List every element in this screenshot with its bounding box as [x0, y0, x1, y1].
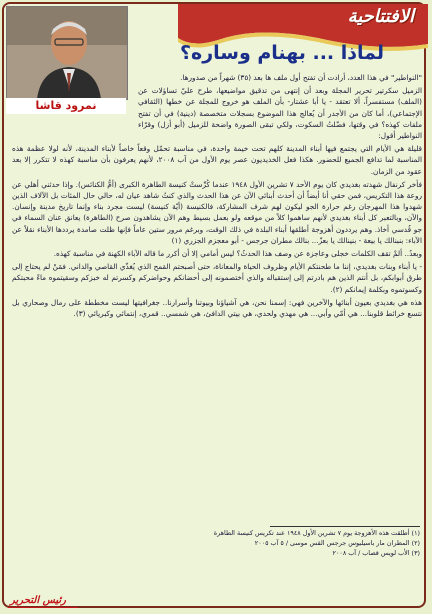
paragraph: الزميل سكرتير تحرير المجلة وبعد أن إنتهى من تدقيق مواضيعها، طرح عليّ تساؤلات عن (الملف) مستفسراً، ألا تعتقد - يا أبا عشتار- بأن الملف هو خروج للمجلة عن خطها (الثقافي الإجتماعي)، أما كان من الأجدر أن يُعالج هذا الموضوع بسجلات متخصصة (دينية) في أن تفتح ملفات كهذه؟ في وقتها، فضّلتُ السكوت، ولكي تبقى الصورة واضحة للزميل (أبو أزل) وقرّاء النواطير أقول: — [138, 86, 422, 141]
paragraph: قليلة هي الأيام التي يجتمع فيها أبناء المدينة كلهم تحت خيمة واحدة، في مناسبة تحمّل وقعاً خاصاً لأبناء المدينة، لأنه لولا عظمة هذه المناسبة لما تدافع الجميع للحضور. هكذا فعل الخديديون عصر يوم الأول من آب ٢٠٠٨، لأنهم يعرفون بأن مناسبة كهذه لا تتكرر إلا بعد عقود من الزمان. — [12, 144, 422, 176]
paragraph: - يا أبناء وبنات بغديدي، إننا ما طحنتكم الأيام وظروف الحياة والمعاناة، حتى أصبحتم القمح الذي يُغذّي القاصي والداني. فمَنْ لم يحتاج إلى طرق أبوابكم، بل أنتم الذين هم بادرتم إلى إستقباله والذي أختصمونه إلى أحضانكم وحواضركم وكسرتم له خبزكم وسقيتموه ماءً محبتكم وكسوتموه وبكلمة إيمانكم (٢). — [12, 262, 422, 294]
article-title: لماذا ... بهنام وساره؟ — [179, 42, 385, 64]
paragraph: وبعدُ.. ألمْ تقف الكلمات خجلى وعاجزة عن وصف هذا الحدثُ؟ ليس أمامي إلا أن أكرر ما قاله الآباء الكهنة في مناسبة كهذه. — [53, 249, 422, 259]
footnote: (٢) المطران مار باسيليوس جرجس القس موسى / ٥ آب ٢٠٠٥ — [254, 539, 420, 547]
footnote-divider — [270, 526, 420, 527]
paragraph: "النواطير" في هذا العدد، أرادت أن تفتح أول ملف ها بعد (٣٥) شهراً من صدورها. — [180, 73, 422, 82]
section-tag: الافتتاحية — [347, 6, 414, 27]
paragraph: فأخر كرنفال شهدته بغديدي كان يوم الأحد ٧ تشرين الأول ١٩٤٨ عندما كُرِّستْ كنيسة الطاهرة الكبرى (أمُّ الكنائس). وإذا حدثني أهلي عن روعة هذا التكريس، فمن حقي أنا أيضاً أن أحدث أبنائي الآن عن هذا الحدث والذي كنتُ شاهد عيان له، حالي حال المئات بل الآلاف الذين شهدوا هذا المهرجان رغم حرارة الجو ليكون لهم شرف المشاركة، فالكنيسة (أيّة كنيسة) ليست مجرد بناء وإنما تاريخ مدينة وإنسان. والآن، وبالتعبر كل أبناء بغديدي لأنهم ساهموا كلاً من موقعه ولو بعمل بسيط وهم الآن يشاهدون صرح (الطاهرة) يعانق عنان السماء في جو قُدسي أخاذ. وهم يرددون أهزوجة أطلقها أبناء البلدة في ذلك الوقت، وبرغم مرور ستين عاماً فإنها ظلت صامدة يرددها الأبناء نقلاً عن الآباء: بنبنالك يا بيعة - بنينالك يا بعزّ... بنالك مطران جرجس - أبو معجزم الجزري (١) — [12, 179, 422, 245]
title-area — [140, 40, 424, 66]
footnote: (١) أطلقت هذه الأهزوجة يوم ٧ تشرين الأول ١٩٤٨ عند تكريس كنيسة الطاهرة — [213, 529, 420, 537]
footnote: (٣) الأب لويس قصاب / آب ٢٠٠٨ — [332, 549, 420, 557]
paragraph: هذه هي بغديدي بعيون أبنائها والآخرين فهي: إسمنا نحن، هي آشياؤنا وبيوتنا وأسرارنا.. جغرافيتها ليست مخططة على رمال وصحاري بل نتسع خرائط قلوبنا... هي أمّي وأبي... هي مهدي ولحدي، هي بيتي الدافئ، هي شمسي.. قمري، إنتمائي وكبريائي (٣). — [12, 297, 422, 319]
article-body — [12, 72, 422, 524]
signature-underline — [8, 607, 78, 608]
editor-signature: رئيس التحرير — [10, 595, 66, 606]
author-name: نمرود قاشا — [6, 98, 126, 114]
footnotes — [150, 528, 420, 558]
